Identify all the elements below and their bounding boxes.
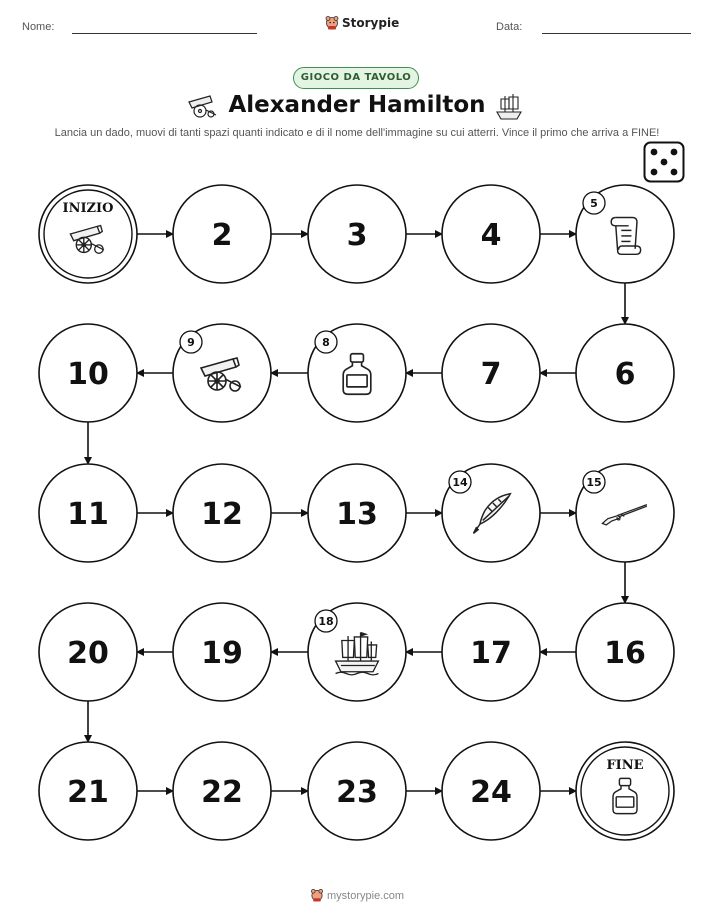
space-number: 21 <box>67 775 109 810</box>
board-space-12 <box>173 464 271 562</box>
space-number: 16 <box>604 636 646 671</box>
space-number: 19 <box>201 636 243 671</box>
space-number: 23 <box>336 775 378 810</box>
space-number: 18 <box>318 615 334 628</box>
board-space-5 <box>576 185 674 283</box>
storypie-mascot-icon <box>310 888 324 902</box>
board-space-9 <box>173 324 271 422</box>
space-number: 9 <box>187 336 195 349</box>
board-space-15 <box>576 464 674 562</box>
board-space-13 <box>308 464 406 562</box>
name-label: Nome: <box>22 21 55 33</box>
footer <box>0 888 714 902</box>
board-space-22 <box>173 742 271 840</box>
space-number: 14 <box>452 476 468 489</box>
board-space-14 <box>442 464 540 562</box>
space-number: 3 <box>346 218 368 253</box>
brand-name: Storypie <box>342 15 400 30</box>
board-space-21 <box>39 742 137 840</box>
space-number: 8 <box>322 336 330 349</box>
space-number: 7 <box>480 357 502 392</box>
date-label: Data: <box>496 21 523 33</box>
board-space-25 <box>576 742 674 840</box>
end-label: FINE <box>606 758 644 773</box>
board-space-23 <box>308 742 406 840</box>
title-text: Alexander Hamilton <box>228 92 486 118</box>
space-circle <box>576 742 674 840</box>
board-space-8 <box>308 324 406 422</box>
space-number: 6 <box>614 357 636 392</box>
board-space-7 <box>442 324 540 422</box>
space-number: 17 <box>470 636 512 671</box>
space-number: 11 <box>67 497 109 532</box>
board-space-4 <box>442 185 540 283</box>
space-number: 10 <box>67 357 109 392</box>
board-space-19 <box>173 603 271 701</box>
board-space-24 <box>442 742 540 840</box>
space-number: 22 <box>201 775 243 810</box>
board-space-1 <box>39 185 137 283</box>
instructions-text: Lancia un dado, muovi di tanti spazi quanti indicato e di il nome dell'immagine su cui atterri. Vince il primo che arriva a FINE! <box>54 127 660 139</box>
space-number: 15 <box>586 476 602 489</box>
space-number: 12 <box>201 497 243 532</box>
board-space-10 <box>39 324 137 422</box>
space-number: 13 <box>336 497 378 532</box>
board-space-2 <box>173 185 271 283</box>
space-number: 5 <box>590 197 598 210</box>
board-spaces <box>39 185 674 840</box>
space-number: 24 <box>470 775 512 810</box>
space-number: 4 <box>480 218 502 253</box>
footer-url[interactable]: mystorypie.com <box>327 890 405 902</box>
board-space-17 <box>442 603 540 701</box>
board-space-18 <box>308 603 406 701</box>
game-type-badge: GIOCO DA TAVOLO <box>293 67 419 89</box>
board-space-20 <box>39 603 137 701</box>
board-space-6 <box>576 324 674 422</box>
board-space-16 <box>576 603 674 701</box>
board-space-3 <box>308 185 406 283</box>
space-number: 2 <box>211 218 233 253</box>
space-number: 20 <box>67 636 109 671</box>
board-space-11 <box>39 464 137 562</box>
start-label: INIZIO <box>62 201 114 216</box>
